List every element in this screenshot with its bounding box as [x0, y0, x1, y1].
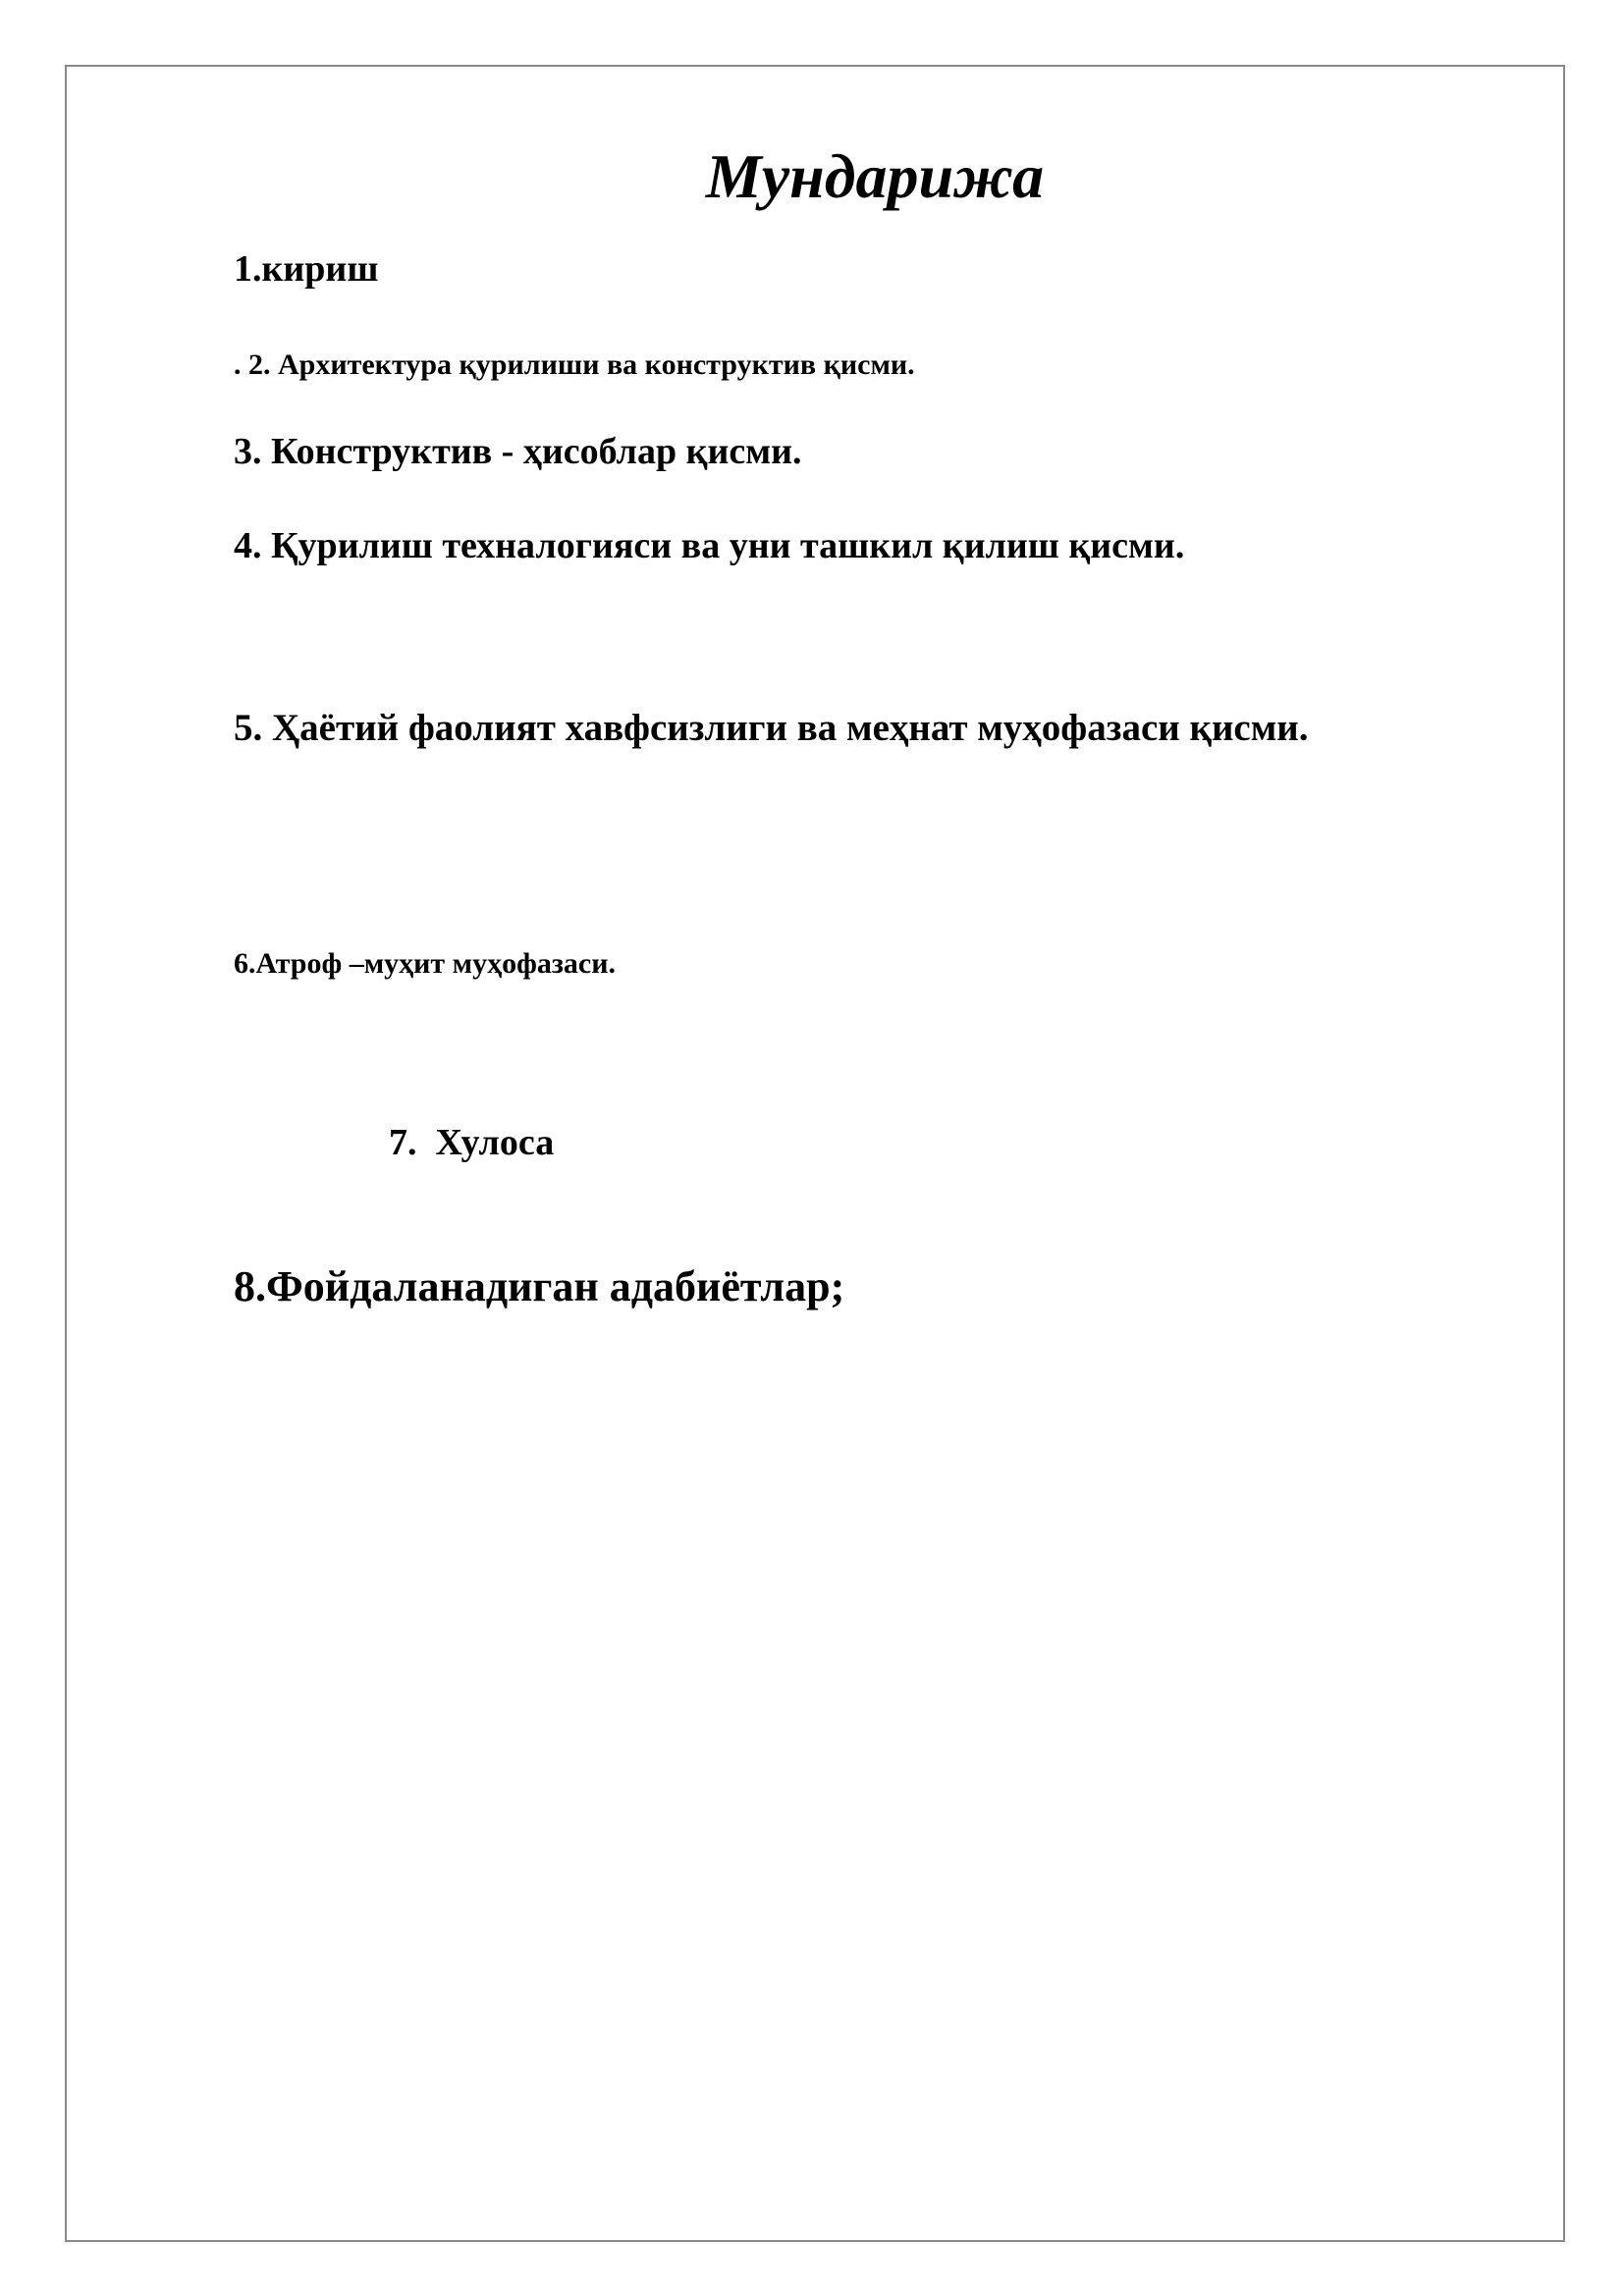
toc-item-life-safety: 5. Ҳаётий фаолият хавфсизлиги ва меҳнат муҳофазаси қисми.: [234, 707, 1309, 749]
toc-item-environment: 6.Атроф –муҳит муҳофазаси.: [234, 947, 617, 980]
toc-item-introduction: 1.кириш: [234, 248, 379, 290]
toc-item-references: 8.Фойдаланадиган адабиётлар;: [234, 1262, 845, 1310]
toc-item-construction-technology: 4. Қурилиш техналогияси ва уни ташкил қилиш қисми.: [234, 525, 1185, 566]
toc-item-architecture: . 2. Архитектура қурилиши ва конструктив қисми.: [234, 348, 915, 381]
toc-item-structural-calculations: 3. Конструктив - ҳисоблар қисми.: [234, 431, 802, 472]
page-title: Мундарижа: [705, 141, 1045, 211]
page-border: [65, 65, 1565, 2242]
toc-item-conclusion: 7. Хулоса: [389, 1122, 555, 1163]
